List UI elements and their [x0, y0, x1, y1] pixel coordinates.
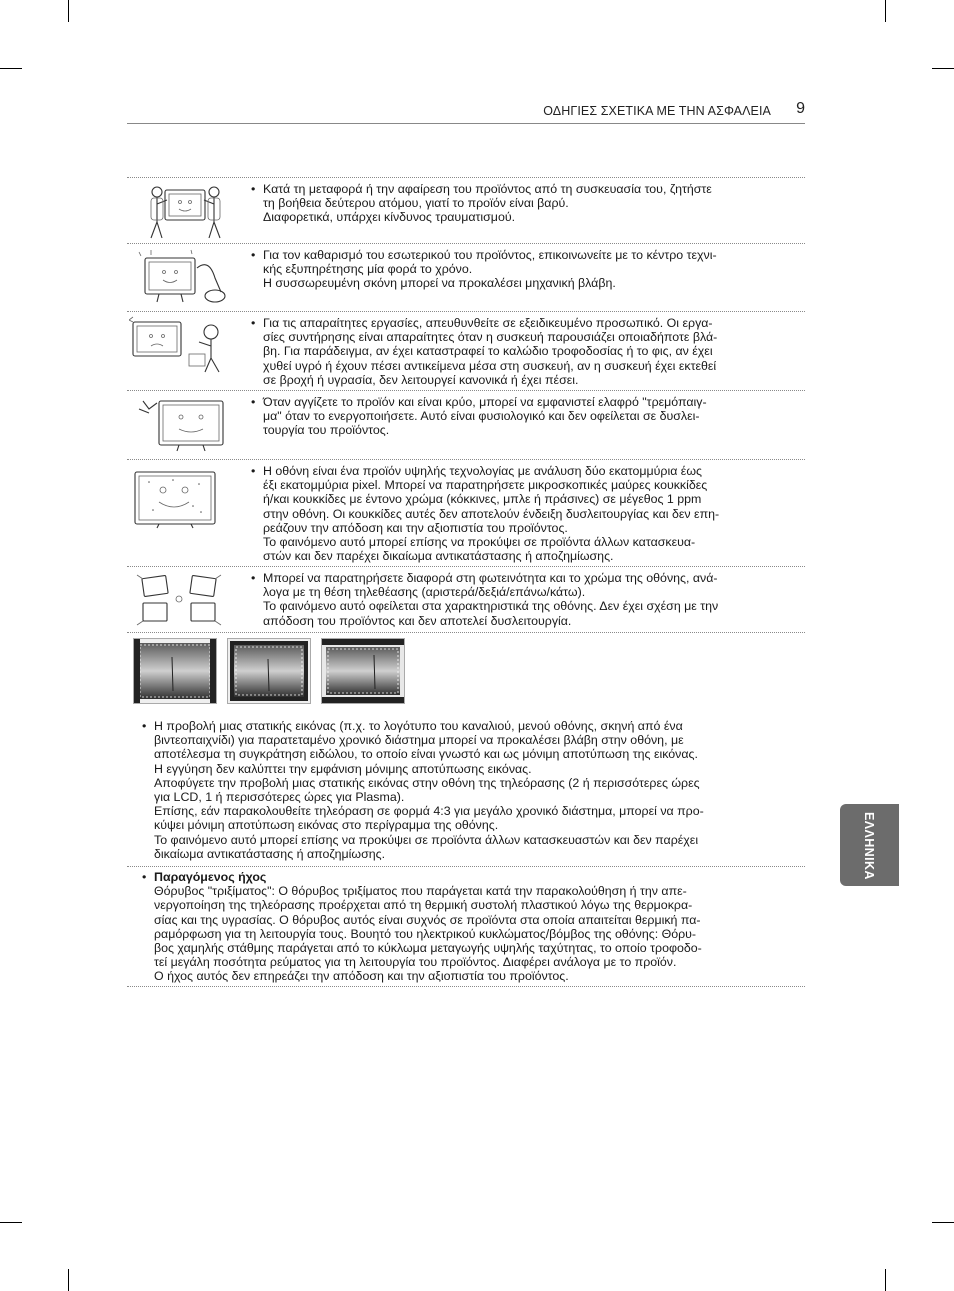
paragraph-text [142, 719, 789, 861]
row-divider [127, 986, 805, 987]
text-line: απόδοση του προϊόντος και δεν αποτελεί δυσλειτουργία. [263, 613, 572, 628]
bullet: • [251, 182, 256, 196]
text-line: τη βοήθεια δεύτερου ατόμου, γιατί το προϊόν είναι βαρύ. [263, 196, 569, 211]
row-text [251, 316, 789, 387]
bullet: • [142, 719, 147, 733]
crop-mark [885, 1269, 886, 1291]
text-line: κής εξυπηρέτησης μία φορά το χρόνο. [263, 262, 473, 277]
text-line: Για τον καθαρισμό του εσωτερικού του προϊόντος, επικοινωνείτε με το κέντρο τεχνι- [263, 248, 717, 262]
bullet: • [251, 316, 256, 330]
crop-mark [68, 1269, 69, 1291]
text-line: βος χαμηλής στάθμης παράγεται από το κύκλωμα μεταγωγής υψηλής ταχύτητας, το οποίο τροφοδο- [154, 941, 702, 956]
row-text [251, 571, 789, 628]
text-line: για LCD, 1 ή περισσότερες ώρες για Plasma). [154, 790, 405, 805]
crop-mark [0, 1222, 22, 1223]
safety-row [127, 459, 805, 567]
text-line: Επίσης, εάν παρακολουθείτε τηλεόραση σε φορμά 4:3 για μεγάλο χρονικό διάστημα, μπορεί να προ- [154, 804, 704, 819]
tv-cracking-sound-icon [129, 395, 237, 453]
static-image-warning [127, 719, 805, 861]
row-text [251, 464, 789, 564]
image-retention-examples [133, 638, 413, 704]
row-divider [127, 866, 805, 867]
noise-heading: Παραγόμενος ήχος [154, 870, 267, 884]
text-line: μα" όταν το ενεργοποιήσετε. Αυτό είναι φυσιολογικό και δεν οφείλεται σε δυσλει- [263, 409, 700, 424]
row-text [251, 395, 789, 438]
bullet: • [251, 395, 256, 409]
text-line: αποτέλεσμα τη συγκράτηση ειδώλου, το οποίο είναι γνωστό και ως μόνιμη αποτύπωση της εικόνας. [154, 747, 698, 762]
text-line: σε βροχή ή υγρασία, δεν λειτουργεί κανονικά ή έχει πέσει. [263, 372, 579, 387]
text-line: Όταν αγγίζετε το προϊόν και είναι κρύο, μπορεί να εμφανιστεί ελαφρό "τρεμόπαιγ- [263, 395, 707, 409]
safety-row [127, 311, 805, 391]
tv-viewing-angles-icon [129, 571, 237, 629]
text-line: Ο ήχος αυτός δεν επηρεάζει την απόδοση και την αξιοπιστία του προϊόντος. [154, 969, 569, 984]
text-line: νεργοποίηση της τηλεόρασης προέρχεται από τη θερμική συστολή πλαστικού λόγω της θερμοκρα- [154, 898, 693, 913]
text-line: σίας και της υγρασίας. Ο θόρυβος αυτός είναι συχνός σε προϊόντα στα οποία απαιτείται θερμική πα- [154, 912, 701, 927]
text-line: βη. Για παράδειγμα, αν έχει καταστραφεί το καλώδιο τροφοδοσίας ή το φις, αν έχει [263, 344, 713, 359]
tv-screen-pixels-icon [129, 464, 237, 534]
text-line: Η εγγύηση δεν καλύπτει την εμφάνιση μόνιμης αποτύπωσης εικόνας. [154, 761, 532, 776]
text-line: Η προβολή μιας στατικής εικόνας (π.χ. το λογότυπο του καναλιού, μενού οθόνης, σκηνή από ένα [154, 719, 683, 733]
text-line: Διαφορετικά, υπάρχει κίνδυνος τραυματισμού. [263, 210, 516, 225]
text-line: Μπορεί να παρατηρήσετε διαφορά στη φωτεινότητα και το χρώμα της οθόνης, ανά- [263, 571, 718, 585]
header-title: ΟΔΗΓΙΕΣ ΣΧΕΤΙΚΑ ΜΕ ΤΗΝ ΑΣΦΑΛΕΙΑ [543, 104, 771, 118]
screen-burn-example-image [227, 638, 311, 704]
bullet: • [251, 248, 256, 262]
bullet: • [251, 464, 256, 478]
row-text [251, 182, 789, 225]
text-line: βιντεοπαιχνίδι) για παρατεταμένο χρονικό διάστημα μπορεί να προκαλέσει βλάβη στην οθόνη, με [154, 733, 684, 748]
text-line: στών και δεν παρέχει δικαίωμα αντικατάστασης ή αποζημίωσης. [263, 549, 614, 564]
text-line: κύψει μόνιμη αποτύπωση εικόνας στο περίγραμμα της οθόνης. [154, 818, 499, 833]
crop-mark [932, 1222, 954, 1223]
text-line: ραμόρφωση για τη λειτουργία τους. Βουητό του ηλεκτρικού κυκλώματος/βόμβος της οθόνης: Θόρυ- [154, 926, 697, 941]
text-line: τουργία του προϊόντος. [263, 423, 390, 438]
text-line: Η συσσωρευμένη σκόνη μπορεί να προκαλέσει μηχανική βλάβη. [263, 276, 616, 291]
text-line: σίες συντήρησης είναι απαραίτητες όταν η συσκευή παρουσιάζει οποιαδήποτε βλά- [263, 330, 718, 345]
text-line: Κατά τη μεταφορά ή την αφαίρεση του προϊόντος από τη συσκευασία του, ζητήστε [263, 182, 712, 196]
crop-mark [68, 0, 69, 22]
text-line: τεί μεγάλη ποσότητα ρεύματος για τη λειτουργία του προϊόντος. Διαφέρει ανάλογα με το προϊόν. [154, 955, 677, 970]
language-tab [840, 804, 899, 886]
page-number: 9 [796, 100, 805, 117]
text-line: στην οθόνη. Οι κουκκίδες αυτές δεν αποτελούν ένδειξη δυσλειτουργίας και δεν επη- [263, 506, 720, 521]
bullet: • [251, 571, 256, 585]
text-line: Το φαινόμενο αυτό μπορεί επίσης να προκύψει σε προϊόντα άλλων κατασκευαστών και δεν παρέχει [154, 832, 699, 847]
text-line: Το φαινόμενο αυτό οφείλεται στα χαρακτηριστικά της οθόνης. Δεν έχει σχέση με την [263, 599, 719, 614]
screen-burn-example-image [133, 638, 217, 704]
safety-row [127, 566, 805, 633]
text-line: χυθεί υγρό ή έχουν πέσει αντικείμενα μέσα στη συσκευή, αν η συσκευή έχει εκτεθεί [263, 358, 717, 373]
text-line: λογα με τη θέση τηλεθέασης (αριστερά/δεξιά/επάνω/κάτω). [263, 585, 586, 600]
two-people-carrying-tv-icon [129, 182, 237, 240]
row-divider [127, 632, 805, 633]
language-tab-label: ΕΛΛΗΝΙΚΑ [862, 812, 876, 880]
crop-mark [932, 68, 954, 69]
text-line: έξι εκατομμύρια pixel. Μπορεί να παρατηρήσετε μικροσκοπικές μαύρες κουκκίδες [263, 478, 708, 493]
noise-section [127, 870, 805, 984]
safety-row [127, 390, 805, 460]
text-line: Για τις απαραίτητες εργασίες, απευθυνθείτε σε εξειδικευμένο προσωπικό. Οι εργα- [263, 316, 713, 330]
text-line: Η οθόνη είναι ένα προϊόν υψηλής τεχνολογίας με ανάλυση δύο εκατομμύρια έως [263, 464, 702, 478]
text-line: δικαίωμα αντικατάστασης ή αποζημίωσης. [154, 846, 386, 861]
text-line: Το φαινόμενο αυτό μπορεί επίσης να προκύψει σε προϊόντα άλλων κατασκευα- [263, 535, 696, 550]
paragraph-text [142, 870, 789, 984]
screen-burn-example-image [321, 638, 405, 704]
safety-row [127, 177, 805, 244]
crop-mark [885, 0, 886, 22]
safety-row [127, 243, 805, 312]
text-line: ρεάζουν την απόδοση και την αξιοπιστία του προϊόντος. [263, 520, 568, 535]
bullet: • [142, 870, 147, 884]
page-header [127, 99, 805, 124]
tv-repair-technician-icon [129, 316, 237, 374]
row-text [251, 248, 789, 291]
text-line: Αποφύγετε την προβολή μιας στατικής εικόνας στην οθόνη της τηλεόρασης (2 ή περισσότερες ώρες [154, 775, 700, 790]
tv-vacuum-cleaning-icon [129, 248, 237, 306]
crop-mark [0, 68, 22, 69]
text-line: Θόρυβος "τριξίματος": Ο θόρυβος τριξίματος που παράγεται κατά την παρακολούθηση ή την απε- [154, 884, 687, 899]
text-line: ή/και κουκκίδες με έντονο χρώμα (κόκκινες, μπλε ή πράσινες) σε μέγεθος 1 ppm [263, 492, 702, 507]
